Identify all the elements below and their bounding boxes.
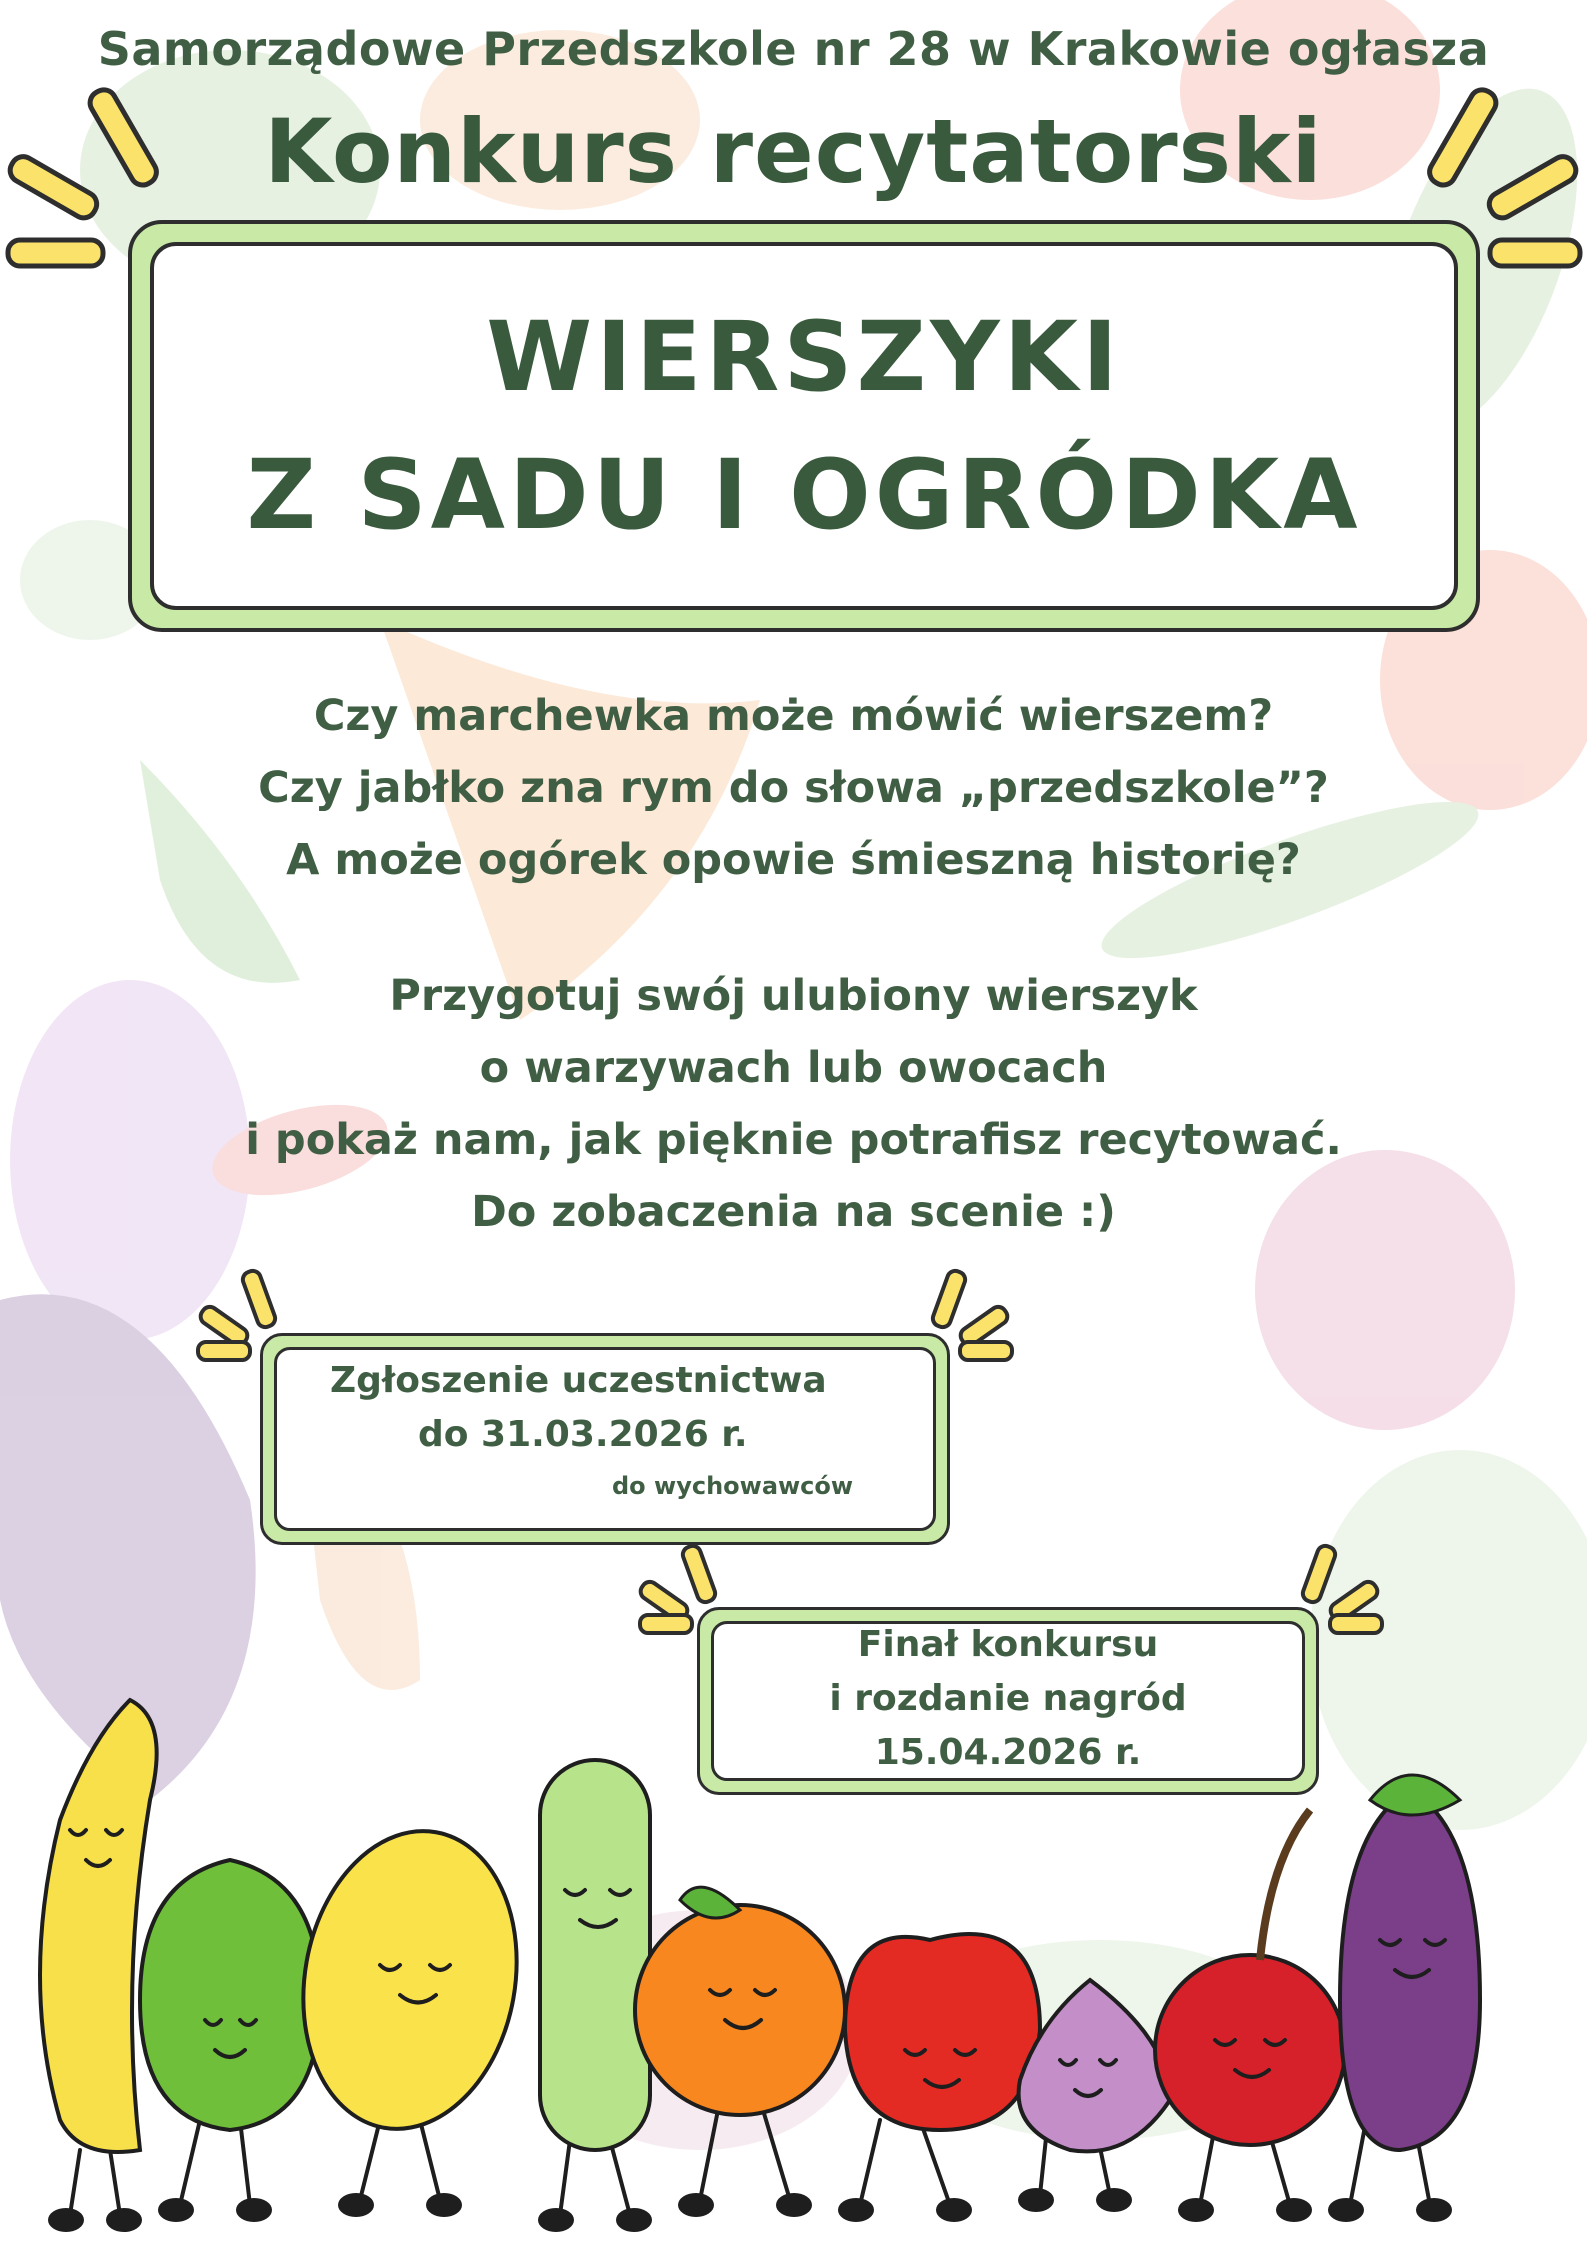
finale-date: 15.04.2026 r. <box>874 1732 1142 1773</box>
registration-label: Zgłoszenie uczestnictwa <box>330 1360 827 1401</box>
invitation-line: Przygotuj swój ulubiony wierszyk <box>389 971 1198 1021</box>
invitation-paragraph <box>0 960 1587 1248</box>
finale-line-2: i rozdanie nagród <box>829 1678 1187 1719</box>
registration-recipient: do wychowawców <box>612 1472 854 1500</box>
intro-paragraph <box>0 680 1587 896</box>
title-box <box>150 242 1458 610</box>
registration-deadline: do 31.03.2026 r. <box>418 1414 748 1455</box>
invitation-line: i pokaż nam, jak pięknie potrafisz recytować. <box>245 1115 1342 1165</box>
announcer-line: Samorządowe Przedszkole nr 28 w Krakowie ogłasza <box>97 22 1490 76</box>
finale-line-1: Finał konkursu <box>857 1624 1159 1665</box>
intro-line: A może ogórek opowie śmieszną historię? <box>286 835 1301 885</box>
title-line-2: Z SADU I OGRÓDKA <box>246 439 1362 551</box>
title-frame <box>128 220 1480 632</box>
invitation-line: Do zobaczenia na scenie :) <box>471 1187 1116 1237</box>
title-line-1: WIERSZYKI <box>486 301 1122 413</box>
intro-line: Czy jabłko zna rym do słowa „przedszkole”? <box>258 763 1329 813</box>
invitation-line: o warzywach lub owocach <box>479 1043 1108 1093</box>
contest-type-heading: Konkurs recytatorski <box>264 100 1323 203</box>
intro-line: Czy marchewka może mówić wierszem? <box>313 691 1274 741</box>
fruit-vegetable-characters <box>0 1680 1587 2245</box>
